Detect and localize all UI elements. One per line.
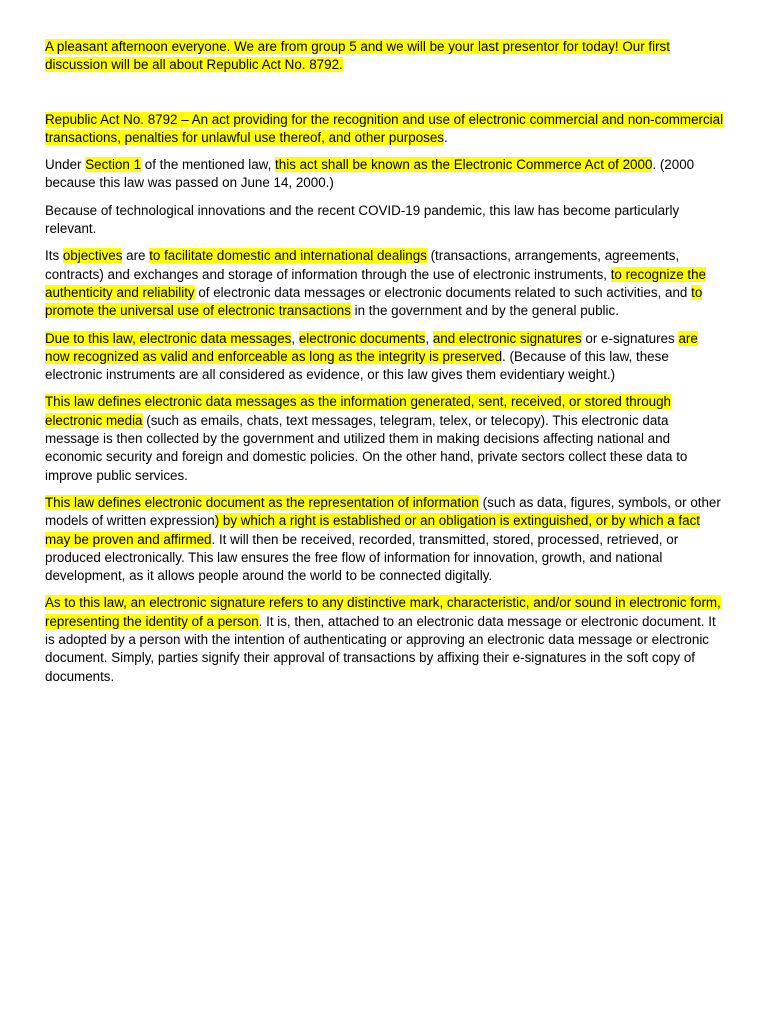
paragraph-validity bbox=[45, 330, 725, 385]
text-run: (transactions, arrangements, agreements, contracts) and exchanges and storage of information through the use of electronic instruments, bbox=[45, 248, 680, 282]
text-run: Because of technological innovations and the recent COVID-19 pandemic, this law has become particularly relevant. bbox=[45, 202, 680, 237]
paragraph-objectives bbox=[45, 247, 725, 320]
paragraph-act-title bbox=[45, 111, 725, 148]
document-page bbox=[45, 38, 725, 695]
highlighted-text: to facilitate domestic and international dealings bbox=[149, 248, 427, 264]
highlighted-text: and electronic signatures bbox=[432, 330, 582, 346]
text-run: in the government and by the general public. bbox=[350, 303, 619, 319]
text-run: (such as data, figures, symbols, or other models of written expression bbox=[45, 494, 721, 529]
text-run: Its bbox=[45, 248, 63, 264]
paragraph-data-messages bbox=[45, 393, 725, 484]
text-run: . It is, then, attached to an electronic data message or electronic document. It is adopted by a person with the intention of authenticating or approving an electronic data message or electronic document. Simply, parties signify their approval of transactions by affixing their e-signatures in the soft copy of documents. bbox=[45, 613, 716, 684]
highlighted-text: This law defines electronic document as the representation of information bbox=[45, 494, 479, 510]
highlighted-text: electronic documents bbox=[298, 330, 426, 346]
highlighted-text: are now recognized as valid and enforceable as long as the integrity is preserved bbox=[45, 330, 698, 364]
text-run: of electronic data messages or electronic documents related to such activities, and bbox=[194, 284, 692, 300]
highlighted-text: As to this law, an electronic signature refers to any distinctive mark, characteristic, and/or sound in electronic form, representing the identity of a person bbox=[45, 595, 721, 629]
text-run: . It will then be received, recorded, transmitted, stored, processed, retrieved, or produced electronically. This law ensures the free flow of information for innovation, growth, and national development, as it allows people around the world to be connected digitally. bbox=[45, 531, 679, 584]
highlighted-text: Section 1 bbox=[85, 157, 142, 173]
highlighted-text: Due to this law, electronic data messages bbox=[45, 330, 292, 346]
text-run: , bbox=[291, 330, 299, 346]
paragraph-signatures bbox=[45, 594, 725, 685]
highlighted-text: this act shall be known as the Electronic Commerce Act of 2000 bbox=[275, 157, 653, 173]
text-run: . bbox=[444, 129, 448, 145]
highlighted-text: Republic Act No. 8792 – An act providing for the recognition and use of electronic commercial and non-commercial transactions, penalties for unlawful use thereof, and other purposes bbox=[45, 111, 724, 145]
highlighted-text: A pleasant afternoon everyone. We are from group 5 and we will be your last presentor for today! Our first discussion will be all about Republic Act No. 8792. bbox=[45, 39, 670, 73]
highlighted-text: ) by which a right is established or an obligation is extinguished, or by which a fact may be proven and affirmed bbox=[45, 513, 701, 547]
text-run: . (Because of this law, these electronic instruments are all considered as evidence, or this law gives them evidentiary weight.) bbox=[45, 348, 669, 383]
highlighted-text: This law defines electronic data messages as the information generated, sent, received, or stored through electronic media bbox=[45, 394, 671, 428]
text-run: . (2000 because this law was passed on June 14, 2000.) bbox=[45, 157, 695, 191]
highlighted-text: to recognize the authenticity and reliability bbox=[45, 266, 706, 300]
text-run: (such as emails, chats, text messages, telegram, telex, or telecopy). This electronic data message is then collected by the government and utilized them in making decisions affecting national and economic security and foreign and domestic policies. On the other hand, private sectors collect these data to improve public services. bbox=[45, 412, 688, 483]
paragraph-intro bbox=[45, 38, 725, 75]
highlighted-text: to promote the universal use of electronic transactions bbox=[45, 284, 703, 319]
paragraph-relevance bbox=[45, 202, 725, 239]
text-run: , bbox=[425, 330, 433, 346]
highlighted-text: objectives bbox=[62, 248, 123, 264]
paragraph-section-1 bbox=[45, 156, 725, 193]
text-run: or e-signatures bbox=[581, 330, 679, 346]
paragraph-documents bbox=[45, 494, 725, 585]
text-run: Under bbox=[45, 157, 86, 173]
text-run: are bbox=[122, 248, 150, 264]
text-run: of the mentioned law, bbox=[141, 157, 276, 173]
